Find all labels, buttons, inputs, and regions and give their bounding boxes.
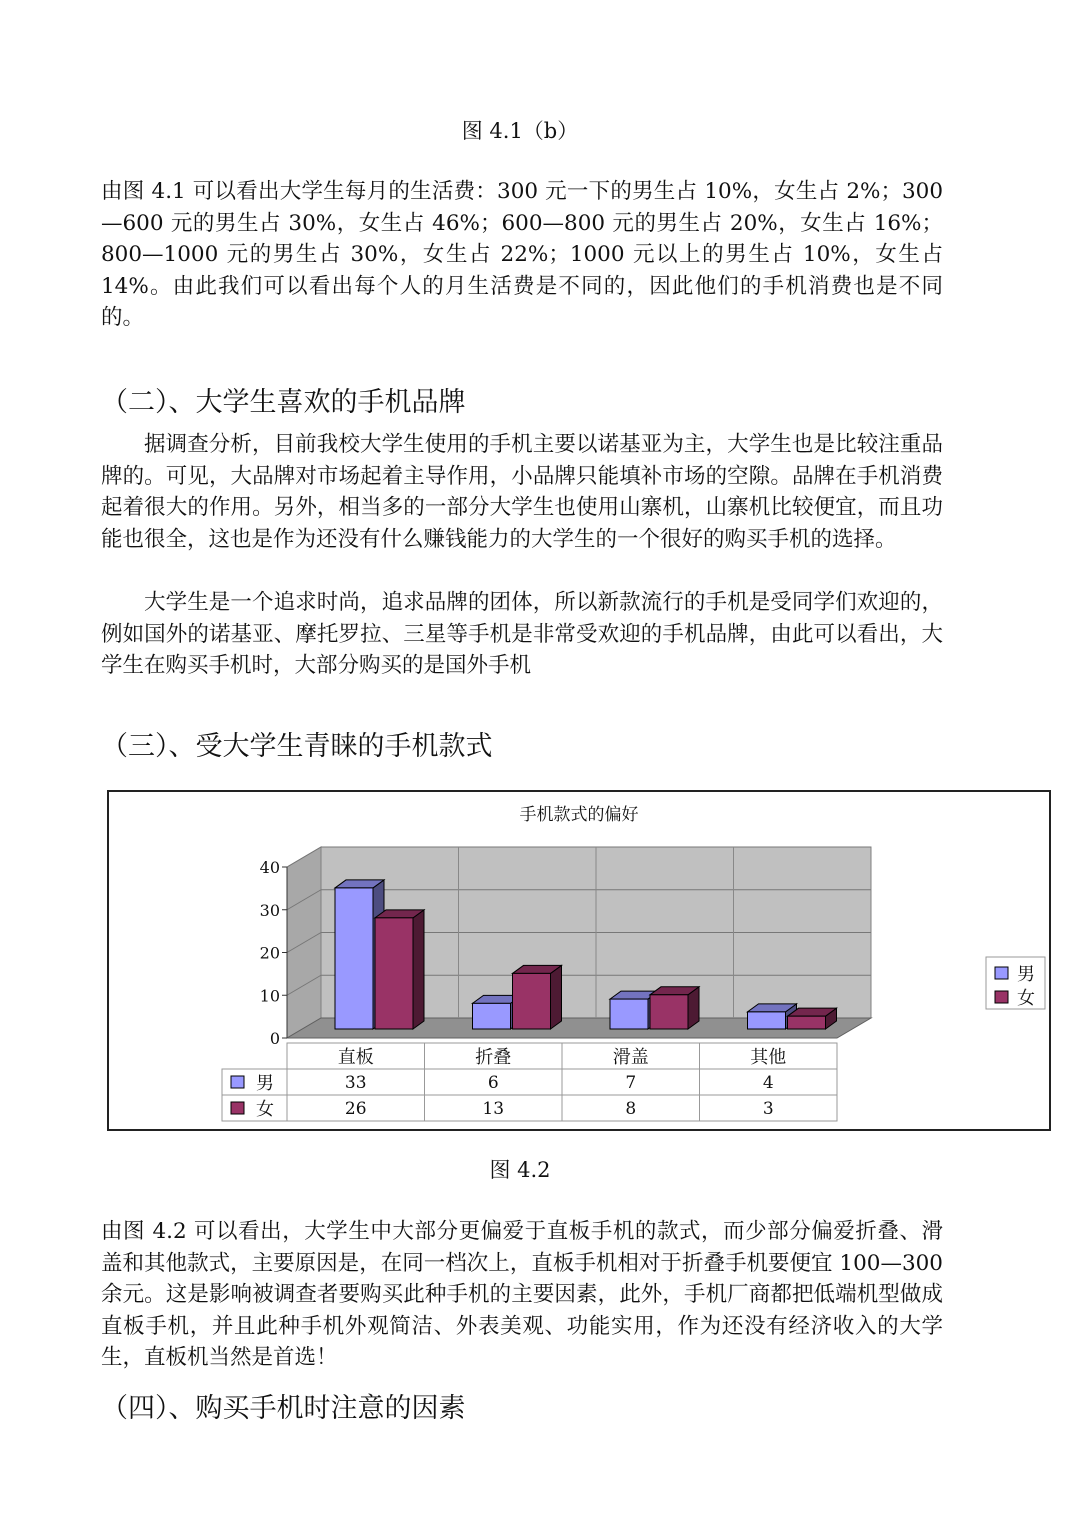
legend-label-男: 男	[1017, 964, 1035, 985]
category-label-折叠: 折叠	[475, 1047, 512, 1068]
paragraph-brands: 据调查分析，目前我校大学生使用的手机主要以诺基亚为主，大学生也是比较注重品牌的。可见，大品牌对市场起着主导作用，小品牌只能填补市场的空隙。品牌在手机消费起着很大的作用。另外，相当多的一部分大学生也使用山寨机，山寨机比较便宜，而且功能也很全，这也是作为还没有什么赚钱能力的大学生的一个很好的购买手机的选择。	[101, 432, 943, 552]
table-value-女-滑盖: 8	[625, 1099, 637, 1119]
phone-style-chart	[107, 790, 1051, 1131]
table-series-label-女: 女	[256, 1099, 274, 1120]
ytick-label-40: 40	[259, 858, 280, 877]
figure-4-1-caption: 图 4.1（b）	[461, 119, 579, 143]
chart-canvas	[109, 792, 1049, 1129]
bar-男-直板	[335, 888, 373, 1029]
table-value-男-滑盖: 7	[625, 1073, 637, 1093]
bar-女-折叠	[513, 973, 551, 1029]
table-row-女	[222, 1095, 837, 1121]
table-series-label-男: 男	[256, 1073, 274, 1094]
ytick-label-30: 30	[259, 900, 280, 920]
category-label-直板: 直板	[337, 1047, 374, 1068]
table-value-女-直板: 26	[344, 1099, 367, 1119]
ytick-label-20: 20	[259, 943, 280, 963]
ytick-label-0: 0	[269, 1029, 280, 1048]
paragraph-style-analysis: 由图 4.2 可以看出，大学生中大部分更偏爱于直板手机的款式，而少部分偏爱折叠、滑盖和其他款式，主要原因是，在同一档次上，直板手机相对于折叠手机要便宜 100—300 余元。这是影响被调查者要购买此种手机的主要因素，此外，手机厂商都把低端机型做成直板手机，并且此种手机外观简洁、外表美观、功能实用，作为还没有经济收入的大学生，直板机当然是首选！	[101, 1219, 943, 1370]
section-heading-factors: （四）、购买手机时注意的因素	[101, 1393, 466, 1424]
category-label-其他: 其他	[750, 1047, 787, 1068]
chart-title: 手机款式的偏好	[519, 805, 639, 825]
bar-side-女-折叠	[551, 965, 562, 1029]
bar-男-滑盖	[610, 999, 648, 1029]
table-swatch-女	[231, 1102, 244, 1114]
ytick-label-10: 10	[259, 986, 280, 1006]
section-heading-styles: （三）、受大学生青睐的手机款式	[101, 731, 493, 762]
legend-swatch-男	[995, 967, 1008, 979]
table-swatch-男	[231, 1076, 244, 1088]
paragraph-living-expenses: 由图 4.1 可以看出大学生每月的生活费：300 元一下的男生占 10%，女生占 2%；300—600 元的男生占 30%，女生占 46%；600—800 元的男生占 20%，女生占 16%；800—1000 元的男生占 30%，女生占 22%；1000 元以上的男生占 10%，女生占 14%。由此我们可以看出每个人的月生活费是不同的，因此他们的手机消费也是不同的。	[101, 179, 943, 330]
table-value-男-折叠: 6	[487, 1073, 499, 1093]
table-value-男-其他: 4	[762, 1073, 774, 1093]
category-label-滑盖: 滑盖	[612, 1047, 649, 1068]
figure-4-2-caption: 图 4.2	[489, 1158, 551, 1182]
paragraph-fashion: 大学生是一个追求时尚，追求品牌的团体，所以新款流行的手机是受同学们欢迎的，例如国外的诺基亚、摩托罗拉、三星等手机是非常受欢迎的手机品牌，由此可以看出，大学生在购买手机时，大部分购买的是国外手机	[101, 590, 943, 678]
bar-男-其他	[748, 1012, 786, 1029]
table-value-男-直板: 33	[344, 1073, 367, 1093]
table-value-女-折叠: 13	[482, 1099, 505, 1119]
bar-男-折叠	[473, 1003, 511, 1029]
legend-label-女: 女	[1017, 988, 1035, 1009]
table-row-男	[222, 1069, 837, 1095]
bar-女-其他	[788, 1016, 826, 1029]
bar-女-直板	[375, 918, 413, 1029]
table-value-女-其他: 3	[762, 1099, 774, 1119]
section-heading-brands: （二）、大学生喜欢的手机品牌	[101, 387, 466, 418]
bar-side-女-直板	[413, 910, 424, 1029]
legend-swatch-女	[995, 991, 1008, 1003]
bar-女-滑盖	[650, 995, 688, 1029]
